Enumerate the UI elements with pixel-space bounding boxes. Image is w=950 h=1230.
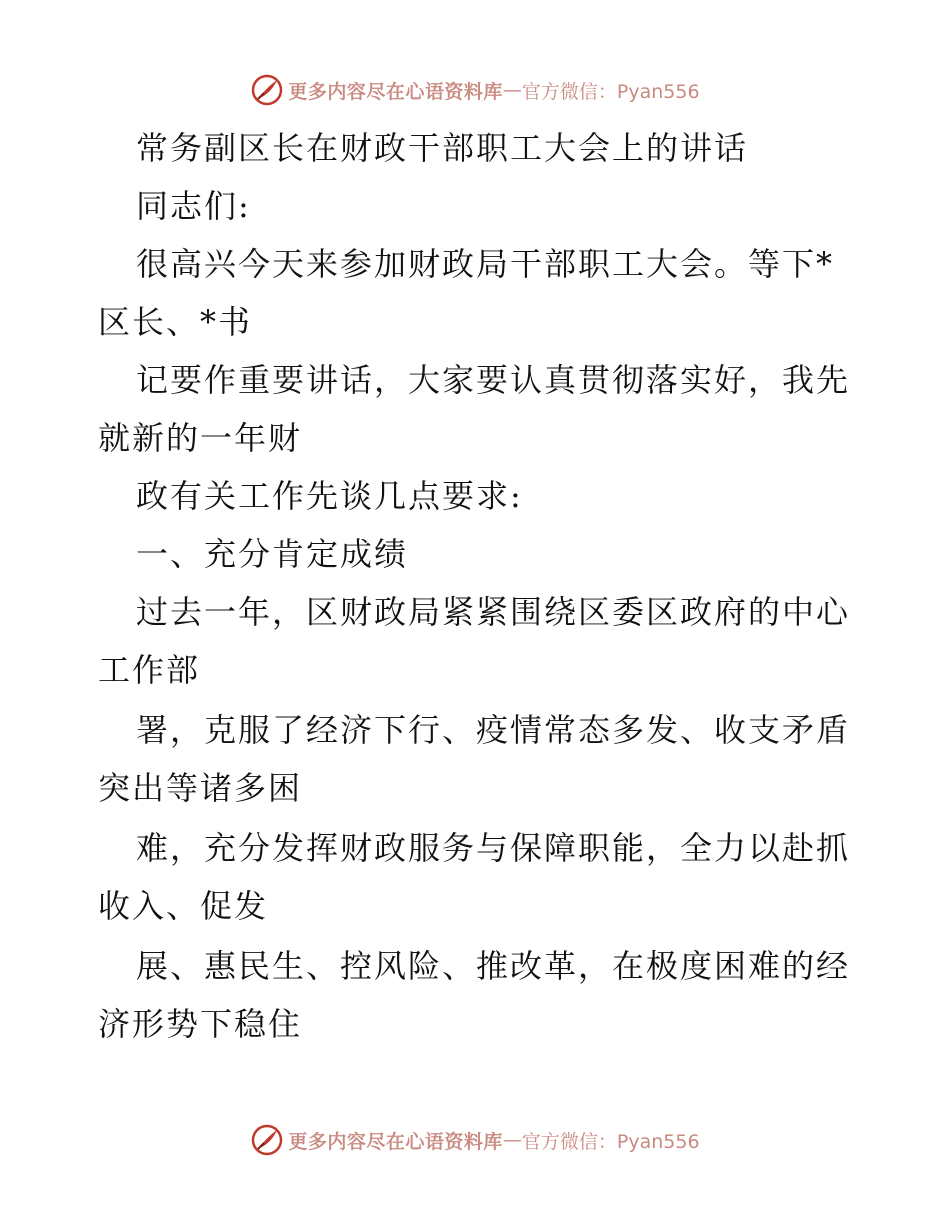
- feather-pen-logo-icon: [250, 73, 284, 107]
- paragraph-line: 很高兴今天来参加财政局干部职工大会。等下*: [136, 245, 835, 283]
- paragraph-line: 区长、*书: [98, 303, 253, 341]
- paragraph-line: 政有关工作先谈几点要求:: [136, 477, 523, 515]
- paragraph-line: 济形势下稳住: [98, 1005, 303, 1043]
- banner-text: 更多内容尽在心语资料库: [288, 1130, 503, 1153]
- banner-wechat: 官方微信：Pyan556: [521, 1130, 700, 1153]
- paragraph-line: 就新的一年财: [98, 419, 303, 457]
- banner-separator: —: [502, 79, 522, 101]
- banner-separator: —: [502, 1129, 522, 1151]
- section-heading: 一、充分肯定成绩: [136, 535, 409, 573]
- paragraph-line: 难，充分发挥财政服务与保障职能，全力以赴抓: [136, 829, 851, 867]
- footer-watermark-banner: [0, 1120, 950, 1160]
- banner-wechat: 官方微信：Pyan556: [521, 80, 700, 103]
- paragraph-line: 突出等诸多困: [98, 769, 303, 807]
- banner-text: 更多内容尽在心语资料库: [288, 80, 503, 103]
- paragraph-line: 展、惠民生、控风险、推改革，在极度困难的经: [136, 947, 851, 985]
- paragraph-line: 过去一年，区财政局紧紧围绕区委区政府的中心: [136, 593, 851, 631]
- paragraph-line: 记要作重要讲话，大家要认真贯彻落实好，我先: [136, 361, 851, 399]
- document-title: 常务副区长在财政干部职工大会上的讲话: [136, 129, 749, 167]
- paragraph-line: 署，克服了经济下行、疫情常态多发、收支矛盾: [136, 711, 851, 749]
- paragraph-line: 收入、促发: [98, 887, 269, 925]
- paragraph-line: 工作部: [98, 651, 201, 689]
- feather-pen-logo-icon: [250, 1123, 284, 1157]
- header-watermark-banner: [0, 70, 950, 110]
- salutation: 同志们:: [136, 187, 251, 225]
